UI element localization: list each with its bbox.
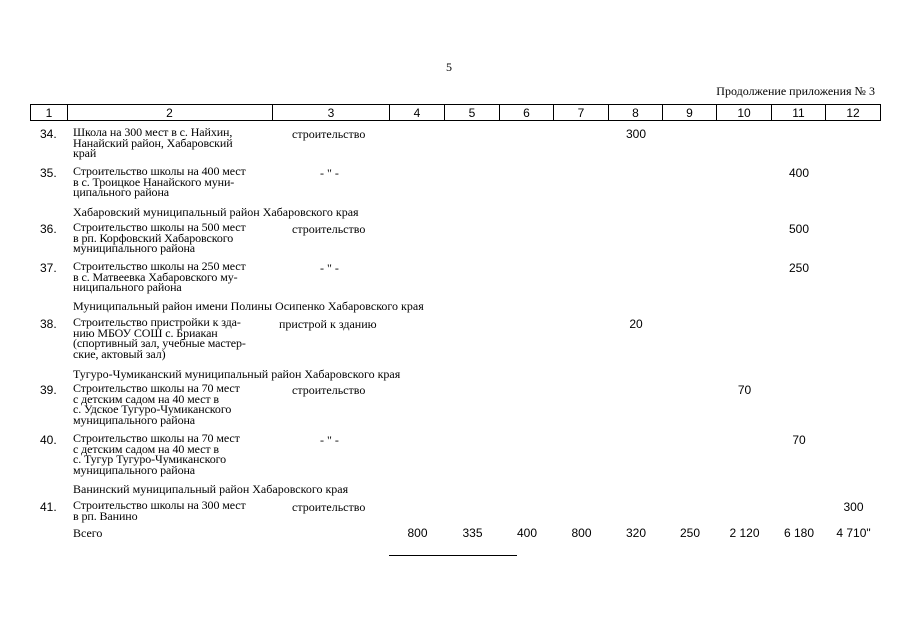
column-header-11: 11 (772, 104, 826, 121)
row-number: 35. (40, 166, 57, 180)
object-name-line: ниципального района (73, 280, 182, 294)
page-number: 5 (446, 60, 452, 74)
row-number: 34. (40, 127, 57, 141)
column-header-4: 4 (390, 104, 445, 121)
object-name-line: с детским садом на 40 мест в (73, 441, 219, 456)
work-type: - " - (320, 433, 339, 447)
object-name-line: в рп. Ванино (73, 508, 138, 523)
work-type: строительство (292, 222, 366, 236)
section-heading: Ванинский муниципальный район Хабаровского края (73, 482, 349, 496)
row-number: 37. (40, 261, 57, 275)
object-name-line: Строительство школы на 250 мест (73, 259, 246, 273)
object-name-line: с. Удское Тугуро-Чумиканского (73, 402, 232, 416)
object-name-line: с детским садом на 40 мест в (73, 391, 219, 406)
object-name-line: (спортивный зал, учебные мастер- (73, 336, 246, 350)
column-header-7: 7 (554, 104, 609, 121)
row-number: 36. (40, 222, 57, 236)
total-value-c9: 250 (679, 526, 701, 540)
object-name-line: Строительство школы на 300 мест (73, 498, 246, 512)
object-name-line: муниципального района (73, 412, 196, 427)
cell-value-c11: 250 (788, 261, 810, 275)
row-number: 41. (40, 500, 57, 514)
cell-value-c11: 400 (788, 166, 810, 180)
bottom-rule (389, 555, 517, 556)
total-value-c7: 800 (571, 526, 592, 540)
object-name-line: край (73, 146, 97, 160)
object-name (73, 166, 273, 198)
work-type: строительство (292, 383, 366, 397)
total-value-c10: 2 120 (729, 526, 760, 540)
section-heading: Тугуро-Чумиканский муниципальный район Хабаровского края (73, 367, 401, 381)
object-name-line: Строительство школы на 400 мест (73, 164, 246, 178)
column-header-2: 2 (67, 104, 273, 121)
total-value-c8: 320 (625, 526, 647, 540)
object-name-line: Нанайский район, Хабаровский (73, 135, 233, 150)
section-heading: Муниципальный район имени Полины Осипенко Хабаровского края (73, 299, 424, 313)
object-name-line: с. Тугур Тугуро-Чумиканского (73, 452, 227, 466)
object-name (73, 222, 273, 254)
total-value-c4: 800 (407, 526, 428, 540)
column-header-12: 12 (826, 104, 881, 121)
column-header-5: 5 (445, 104, 500, 121)
total-value-c11: 6 180 (783, 526, 815, 540)
column-header-9: 9 (663, 104, 717, 121)
object-name-line: ские, актовый зал) (73, 346, 166, 361)
cell-value-c11: 70 (792, 433, 806, 447)
object-name-line: в с. Матвеевка Хабаровского му- (73, 269, 238, 284)
work-type: строительство (292, 500, 366, 514)
row-number: 40. (40, 433, 57, 447)
object-name-line: нию МБОУ СОШ с. Бриакан (73, 325, 218, 340)
row-number: 38. (40, 317, 57, 331)
work-type: - " - (320, 166, 339, 180)
total-label: Всего (73, 526, 103, 540)
work-type: строительство (292, 127, 366, 141)
object-name-line: в с. Троицкое Нанайского муни- (73, 174, 235, 189)
object-name (73, 317, 273, 359)
appendix-note: Продолжение приложения № 3 (716, 84, 875, 98)
cell-value-c8: 300 (625, 127, 647, 141)
object-name-line: муниципального района (73, 462, 196, 477)
column-header-3: 3 (273, 104, 390, 121)
object-name (73, 261, 273, 293)
object-name-line: Строительство школы на 500 мест (73, 220, 246, 234)
total-value-c5: 335 (462, 526, 483, 540)
cell-value-c12: 300 (843, 500, 864, 514)
column-header-10: 10 (717, 104, 772, 121)
cell-value-c8: 20 (629, 317, 643, 331)
row-number: 39. (40, 383, 57, 397)
cell-value-c10: 70 (737, 383, 752, 397)
column-header-1: 1 (30, 104, 68, 121)
object-name-line: ципального района (73, 185, 169, 199)
cell-value-c11: 500 (788, 222, 810, 236)
object-name-line: Школа на 300 мест в с. Найхин, (73, 125, 233, 139)
object-name-line: в рп. Корфовский Хабаровского (73, 230, 234, 245)
object-name-line: Строительство школы на 70 мест (73, 431, 240, 445)
object-name (73, 127, 273, 159)
column-header-6: 6 (500, 104, 554, 121)
column-header-8: 8 (609, 104, 663, 121)
object-name-line: Строительство пристройки к зда- (73, 315, 241, 329)
object-name-line: Строительство школы на 70 мест (73, 381, 240, 395)
total-value-c6: 400 (516, 526, 538, 540)
object-name (73, 383, 273, 425)
section-heading: Хабаровский муниципальный район Хабаровского края (73, 205, 359, 219)
object-name (73, 500, 273, 521)
work-type: пристрой к зданию (279, 317, 377, 331)
object-name (73, 433, 273, 475)
object-name-line: муниципального района (73, 241, 196, 255)
work-type: - " - (320, 261, 339, 275)
total-value-c12: 4 710" (836, 526, 871, 540)
